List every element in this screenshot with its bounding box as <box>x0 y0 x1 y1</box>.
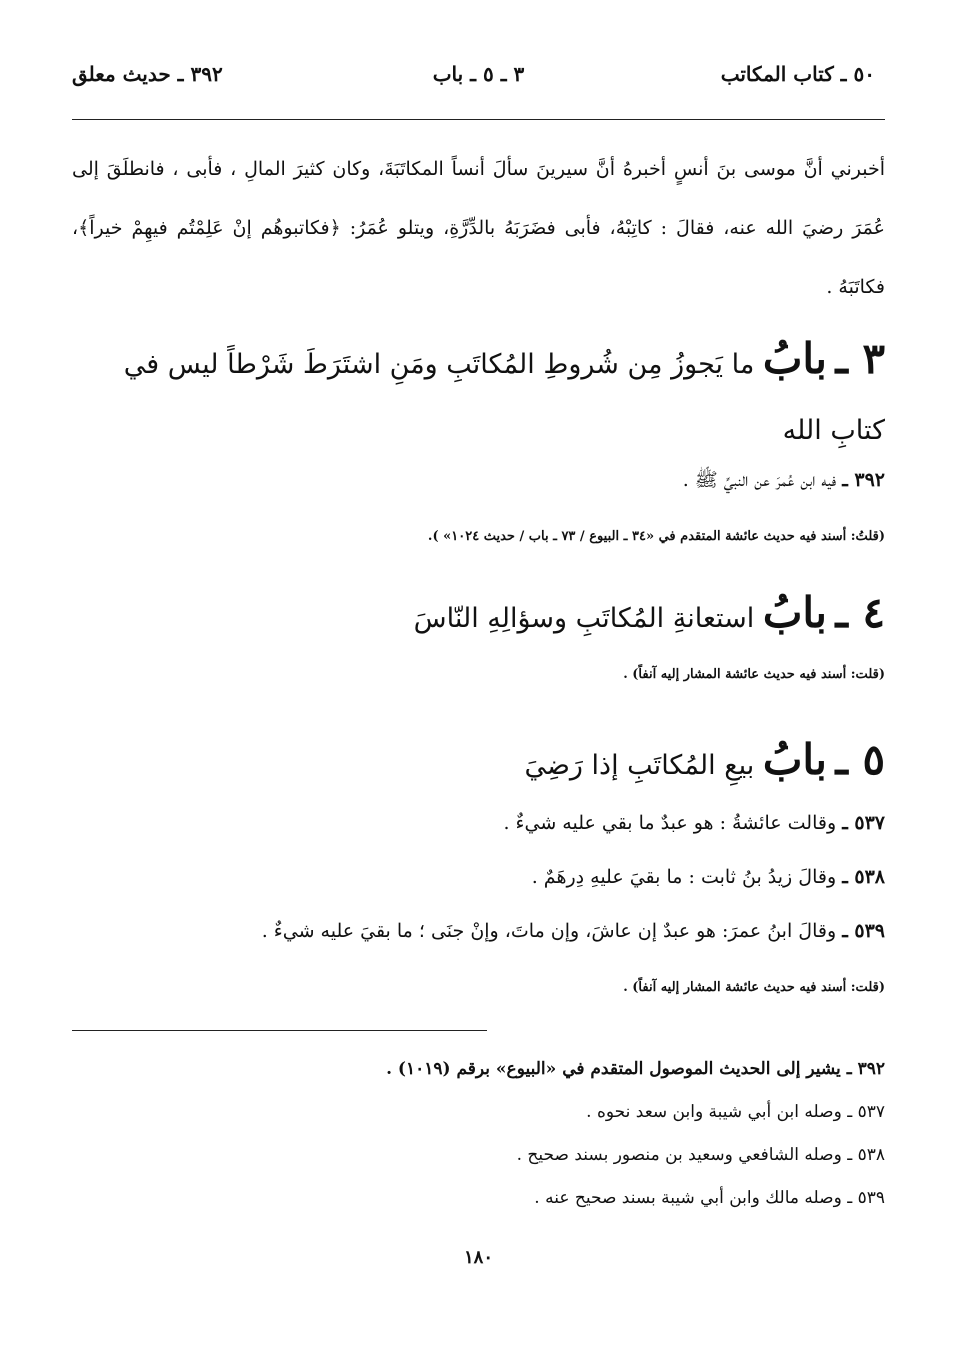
section-heading-3 <box>72 326 885 464</box>
entry-text: وقالَ زيدُ بنُ ثابت : ما بقيَ عليهِ دِرهَمٌ . <box>531 866 837 888</box>
entry-539 <box>72 920 885 942</box>
entry-537 <box>72 812 885 834</box>
section-number: ٥ ـ <box>835 735 885 784</box>
entry-text: وقالَ ابنُ عمرَ: هو عبدٌ إن عاشَ، وإن ماتَ، وإنْ جنَى ؛ ما بقيَ عليه شيءٌ . <box>261 920 837 942</box>
footnote: ٥٣٩ ـ وصله مالك وابن أبي شيبة بسند صحيح عنه . <box>534 1188 885 1208</box>
entry-number: ٥٣٧ ـ <box>842 812 885 834</box>
section-number: ٣ ـ <box>835 334 885 383</box>
running-head <box>72 62 885 96</box>
section-title-text: بيعِ المُكاتَبِ إذا رَضِيَ <box>524 750 755 781</box>
section-baab-word: بابُ <box>762 588 827 637</box>
entry-text: فيه ابن عُمرَ عن النبيِّ ﷺ . <box>682 469 837 491</box>
header-divider <box>72 119 885 120</box>
editor-note: (قلت: أسند فيه حديث عائشة المشار إليه آنفاً) . <box>623 980 885 995</box>
section-number: ٤ ـ <box>835 588 885 637</box>
section-title-text: ما يَجوزُ مِن شُروطِ المُكاتَبِ ومَنِ اشتَرَطَ شَرْطاً ليس في كتابِ الله <box>123 349 885 446</box>
section-heading-4 <box>72 580 885 652</box>
footnote: ٥٣٨ ـ وصله الشافعي وسعيد بن منصور بسند صحيح . <box>516 1145 885 1165</box>
running-head-hadith: ٣٩٢ ـ حديث معلق <box>72 62 223 86</box>
page-number: ١٨٠ <box>463 1247 493 1268</box>
section-title-text: استعانةِ المُكاتَبِ وسؤالِهِ النّاسَ <box>413 603 755 634</box>
entry-number: ٣٩٢ ـ <box>842 469 885 491</box>
entry-number: ٥٣٨ ـ <box>842 866 885 888</box>
entry-392 <box>72 468 885 496</box>
footnote: ٣٩٢ ـ يشير إلى الحديث الموصول المتقدم في «البيوع» برقم (١٠١٩) . <box>386 1059 885 1079</box>
footnote: ٥٣٧ ـ وصله ابن أبي شيبة وابن سعد نحوه . <box>586 1102 885 1122</box>
section-baab-word: بابُ <box>762 735 827 784</box>
entry-text: وقالت عائشةُ : هو عبدٌ ما بقي عليه شيءٌ . <box>503 812 837 834</box>
running-head-section: ٣ ـ ٥ ـ باب <box>432 62 525 86</box>
running-head-chapter: ٥٠ ـ كتاب المكاتب <box>720 62 875 86</box>
editor-note: (قلتُ: أسند فيه حديث عائشة المتقدم في «٣٤ ـ البيوع / ٧٣ ـ باب / حديث ١٠٢٤» ). <box>427 529 885 544</box>
intro-paragraph: أخبرني أنَّ موسى بنَ أنسٍ أخبرهُ أنَّ سيرينَ سألَ أنساً المكاتَبَةَ، وكان كثيرَ المالِ ، فأبى ، فانطلَقَ إلى عُمَرَ رضيَ الله عنه، فقالَ : كاتِبْهُ، فأبى فضَرَبَهُ بالدِّرَّةِ، ويتلو عُمَرُ: ﴿فكاتبوهُم إنْ عَلِمْتُم فيهِمْ خيراً﴾، فكاتَبَهُ . <box>72 158 885 298</box>
entry-number: ٥٣٩ ـ <box>842 920 885 942</box>
section-baab-word: بابُ <box>762 334 827 383</box>
section-heading-5 <box>72 727 885 799</box>
editor-note: (قلت: أسند فيه حديث عائشة المشار إليه آنفاً) . <box>623 667 885 682</box>
footnote-divider <box>72 1030 487 1031</box>
entry-538 <box>72 866 885 888</box>
